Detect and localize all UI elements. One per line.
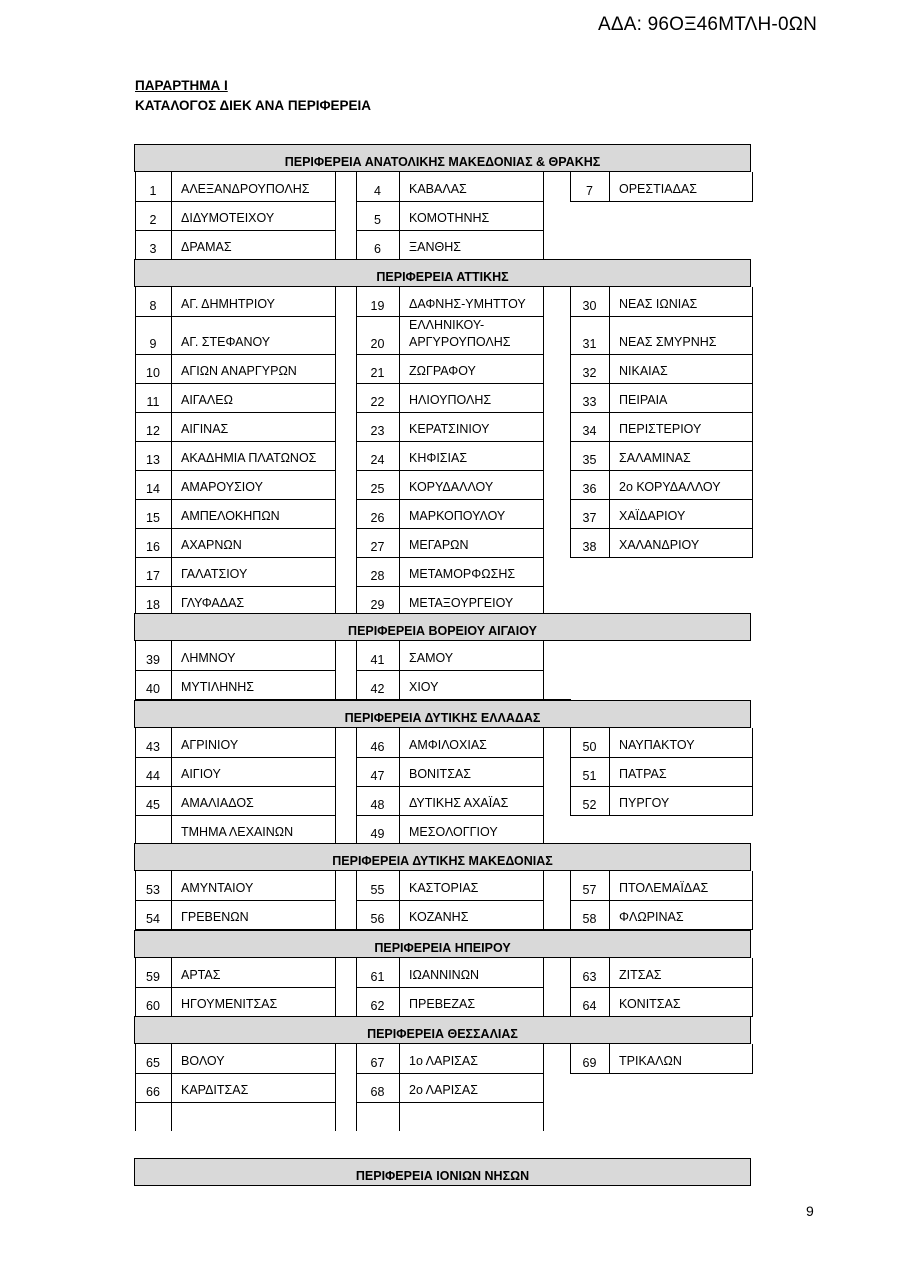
cell-number: 18 [146,598,160,612]
cell-number: 53 [146,883,160,897]
cell-number: 50 [582,740,597,754]
cell-number: 4 [374,184,381,198]
cell-name: ΚΗΦΙΣΙΑΣ [409,451,468,465]
cell-name: ΖΩΓΡΑΦΟΥ [409,364,476,378]
cell-number: 46 [370,740,385,754]
cell-name: ΓΛΥΦΑΔΑΣ [181,596,245,610]
cell-name: ΑΙΓΙΟΥ [181,767,221,781]
cell-number: 61 [370,970,385,984]
region-header: ΠΕΡΙΦΕΡΕΙΑ ΔΥΤΙΚΗΣ ΕΛΛΑΔΑΣ [134,700,751,728]
cell-number: 33 [582,395,597,409]
cell-name: ΠΕΡΙΣΤΕΡΙΟΥ [619,422,702,436]
cell-name: ΑΙΓΙΝΑΣ [181,422,229,436]
cell-number: 38 [582,540,597,554]
cell-name: ΑΜΑΡΟΥΣΙΟΥ [181,480,263,494]
cell-number: 6 [374,242,381,256]
table-rule [335,172,336,260]
table-rule [752,287,753,558]
cell-number: 16 [146,540,160,554]
cell-name: ΓΡΕΒΕΝΩΝ [181,910,249,924]
cell-number: 45 [146,798,160,812]
cell-number: 24 [370,453,385,467]
cell-name: ΗΓΟΥΜΕΝΙΤΣΑΣ [181,997,278,1011]
cell-number: 32 [582,366,597,380]
cell-number: 34 [582,424,597,438]
cell-number: 58 [582,912,597,926]
cell-name: ΓΑΛΑΤΣΙΟΥ [181,567,248,581]
region-header: ΠΕΡΙΦΕΡΕΙΑ ΑΝΑΤΟΛΙΚΗΣ ΜΑΚΕΔΟΝΙΑΣ & ΘΡΑΚΗΣ [134,144,751,172]
cell-name: ΝΕΑΣ ΣΜΥΡΝΗΣ [619,335,717,349]
table-rule [570,815,753,816]
cell-name: ΑΓ. ΔΗΜΗΤΡΙΟΥ [181,297,276,311]
cell-name: ΞΑΝΘΗΣ [409,240,461,254]
cell-name: ΑΜΦΙΛΟΧΙΑΣ [409,738,487,752]
page-number: 9 [806,1203,814,1219]
region-header: ΠΕΡΙΦΕΡΕΙΑ ΔΥΤΙΚΗΣ ΜΑΚΕΔΟΝΙΑΣ [134,843,751,871]
table-rule [543,287,544,616]
cell-name: ΧΑΛΑΝΔΡΙΟΥ [619,538,700,552]
cell-number: 48 [370,798,385,812]
cell-name: ΑΛΕΞΑΝΔΡΟΥΠΟΛΗΣ [181,182,310,196]
cell-name: ΑΙΓΑΛΕΩ [181,393,233,407]
cell-number: 1 [149,184,157,198]
cell-number: 51 [582,769,597,783]
cell-name: ΑΧΑΡΝΩΝ [181,538,242,552]
cell-number: 29 [370,598,385,612]
cell-name: ΑΚΑΔΗΜΙΑ ΠΛΑΤΩΝΟΣ [181,451,317,465]
cell-name: ΚΟΡΥΔΑΛΛΟΥ [409,480,494,494]
cell-number: 67 [370,1056,385,1070]
cell-name: ΗΛΙΟΥΠΟΛΗΣ [409,393,492,407]
cell-number: 49 [370,827,385,841]
cell-name: ΣΑΛΑΜΙΝΑΣ [619,451,691,465]
table-rule [752,172,753,202]
cell-number: 15 [146,511,160,525]
cell-name: 2ο ΛΑΡΙΣΑΣ [409,1083,478,1097]
cell-name: ΜΕΤΑΜΟΡΦΩΣΗΣ [409,567,516,581]
cell-number: 43 [146,740,160,754]
table-rule [543,1044,544,1131]
cell-name: ΚΑΒΑΛΑΣ [409,182,467,196]
cell-number: 7 [586,184,593,198]
table-rule [335,1044,336,1131]
cell-number: 30 [582,299,597,313]
cell-name: ΚΟΜΟΤΗΝΗΣ [409,211,490,225]
cell-number: 10 [146,366,160,380]
cell-name: ΕΛΛΗΝΙΚΟΥ- ΑΡΓΥΡΟΥΠΟΛΗΣ [409,318,511,349]
annex-title: ΠΑΡΑΡΤΗΜΑ Ι [135,78,228,93]
cell-number: 13 [146,453,160,467]
cell-name [399,1102,543,1131]
cell-name: ΜΕΣΟΛΟΓΓΙΟΥ [409,825,498,839]
cell-number: 28 [370,569,385,583]
cell-number: 27 [370,540,385,554]
cell-number: 59 [146,970,160,984]
cell-name: ΜΑΡΚΟΠΟΥΛΟΥ [409,509,506,523]
cell-name: ΜΕΓΑΡΩΝ [409,538,469,552]
cell-number: 36 [582,482,597,496]
cell-name: ΠΕΙΡΑΙΑ [619,393,668,407]
cell-name: ΧΑΪΔΑΡΙΟΥ [619,509,686,523]
cell-name: ΦΛΩΡΙΝΑΣ [619,910,684,924]
cell-name: ΑΜΠΕΛΟΚΗΠΩΝ [181,509,280,523]
cell-name: ΛΗΜΝΟΥ [181,651,236,665]
cell-name: ΠΤΟΛΕΜΑΪΔΑΣ [619,881,709,895]
cell-name: ΑΓΡΙΝΙΟΥ [181,738,239,752]
ada-code: ΑΔΑ: 96ΟΞ46ΜΤΛΗ-0ΩΝ [598,14,818,35]
cell-name: ΜΕΤΑΞΟΥΡΓΕΙΟΥ [409,596,514,610]
cell-name: ΚΟΖΑΝΗΣ [409,910,469,924]
table-rule [570,201,753,202]
cell-number: 17 [146,569,160,583]
cell-name: ΑΓΙΩΝ ΑΝΑΡΓΥΡΩΝ [181,364,297,378]
cell-name: ΧΙΟΥ [409,680,439,694]
region-header: ΠΕΡΙΦΕΡΕΙΑ ΒΟΡΕΙΟΥ ΑΙΓΑΙΟΥ [134,613,751,641]
cell-number [135,1102,171,1131]
cell-number: 60 [146,999,160,1013]
cell-number: 3 [149,242,157,256]
cell-name: ΚΑΣΤΟΡΙΑΣ [409,881,479,895]
cell-number: 44 [146,769,160,783]
cell-number: 40 [146,682,160,696]
cell-name: ΤΜΗΜΑ ΛΕΧΑΙΝΩΝ [181,825,294,839]
cell-number: 31 [582,337,597,351]
cell-number: 14 [146,482,160,496]
cell-name: ΝΑΥΠΑΚΤΟΥ [619,738,695,752]
cell-name: ΑΡΤΑΣ [181,968,221,982]
cell-number: 64 [582,999,597,1013]
cell-name: ΔΡΑΜΑΣ [181,240,232,254]
cell-number: 52 [582,798,597,812]
cell-number: 69 [582,1056,597,1070]
table-rule [752,728,753,816]
cell-number: 26 [370,511,385,525]
region-header: ΠΕΡΙΦΕΡΕΙΑ ΑΤΤΙΚΗΣ [134,259,751,287]
cell-number: 47 [370,769,385,783]
cell-name [171,1102,335,1131]
region-header: ΠΕΡΙΦΕΡΕΙΑ ΙΟΝΙΩΝ ΝΗΣΩΝ [134,1158,751,1186]
cell-number: 23 [370,424,385,438]
cell-number: 12 [146,424,160,438]
cell-number: 2 [149,213,157,227]
cell-number: 21 [370,366,385,380]
cell-number: 9 [149,337,157,351]
cell-name: ΠΥΡΓΟΥ [619,796,670,810]
cell-number: 56 [370,912,385,926]
cell-name: ΣΑΜΟΥ [409,651,454,665]
cell-number: 20 [370,337,385,351]
cell-name: ΒΟΝΙΤΣΑΣ [409,767,471,781]
cell-number: 37 [582,511,597,525]
cell-number: 19 [370,299,385,313]
cell-number: 66 [146,1085,160,1099]
cell-number: 57 [582,883,597,897]
table-rule [570,1073,753,1074]
cell-name: ΒΟΛΟΥ [181,1054,225,1068]
cell-number [135,815,171,844]
cell-number: 39 [146,653,160,667]
cell-number: 5 [374,213,381,227]
cell-name: ΟΡΕΣΤΙΑΔΑΣ [619,182,697,196]
cell-name: ΔΑΦΝΗΣ-ΥΜΗΤΤΟΥ [409,297,526,311]
cell-number: 42 [370,682,385,696]
cell-name: ΑΜΥΝΤΑΙΟΥ [181,881,254,895]
table-rule [570,557,753,558]
cell-name: ΤΡΙΚΑΛΩΝ [619,1054,682,1068]
cell-name: 1ο ΛΑΡΙΣΑΣ [409,1054,478,1068]
table-rule [752,1044,753,1074]
cell-number [356,1102,399,1131]
cell-name: ΙΩΑΝΝΙΝΩΝ [409,968,480,982]
cell-number: 54 [146,912,160,926]
cell-number: 63 [582,970,597,984]
table-rule [335,287,336,616]
cell-name: ΖΙΤΣΑΣ [619,968,662,982]
cell-name: ΝΙΚΑΙΑΣ [619,364,668,378]
cell-name: 2ο ΚΟΡΥΔΑΛΛΟΥ [619,480,721,494]
region-header: ΠΕΡΙΦΕΡΕΙΑ ΗΠΕΙΡΟΥ [134,930,751,958]
cell-name: ΔΥΤΙΚΗΣ ΑΧΑΪΑΣ [409,796,509,810]
cell-name: ΚΟΝΙΤΣΑΣ [619,997,681,1011]
cell-number: 25 [370,482,385,496]
cell-number: 22 [370,395,385,409]
cell-name: ΠΡΕΒΕΖΑΣ [409,997,476,1011]
cell-number: 41 [370,653,385,667]
cell-name: ΠΑΤΡΑΣ [619,767,667,781]
cell-number: 65 [146,1056,160,1070]
region-header: ΠΕΡΙΦΕΡΕΙΑ ΘΕΣΣΑΛΙΑΣ [134,1016,751,1044]
cell-number: 8 [149,299,157,313]
table-rule [543,172,544,260]
cell-name: ΔΙΔΥΜΟΤΕΙΧΟΥ [181,211,275,225]
cell-number: 11 [146,395,160,409]
cell-name: ΜΥΤΙΛΗΝΗΣ [181,680,255,694]
cell-number: 68 [370,1085,385,1099]
cell-number: 55 [370,883,385,897]
cell-name: ΝΕΑΣ ΙΩΝΙΑΣ [619,297,698,311]
cell-name: ΚΑΡΔΙΤΣΑΣ [181,1083,249,1097]
cell-name: ΑΓ. ΣΤΕΦΑΝΟΥ [181,335,271,349]
cell-number: 62 [370,999,385,1013]
cell-name: ΚΕΡΑΤΣΙΝΙΟΥ [409,422,490,436]
cell-name: ΑΜΑΛΙΑΔΟΣ [181,796,254,810]
cell-number: 35 [582,453,597,467]
catalog-title: ΚΑΤΑΛΟΓΟΣ ΔΙΕΚ ΑΝΑ ΠΕΡΙΦΕΡΕΙΑ [135,98,372,113]
